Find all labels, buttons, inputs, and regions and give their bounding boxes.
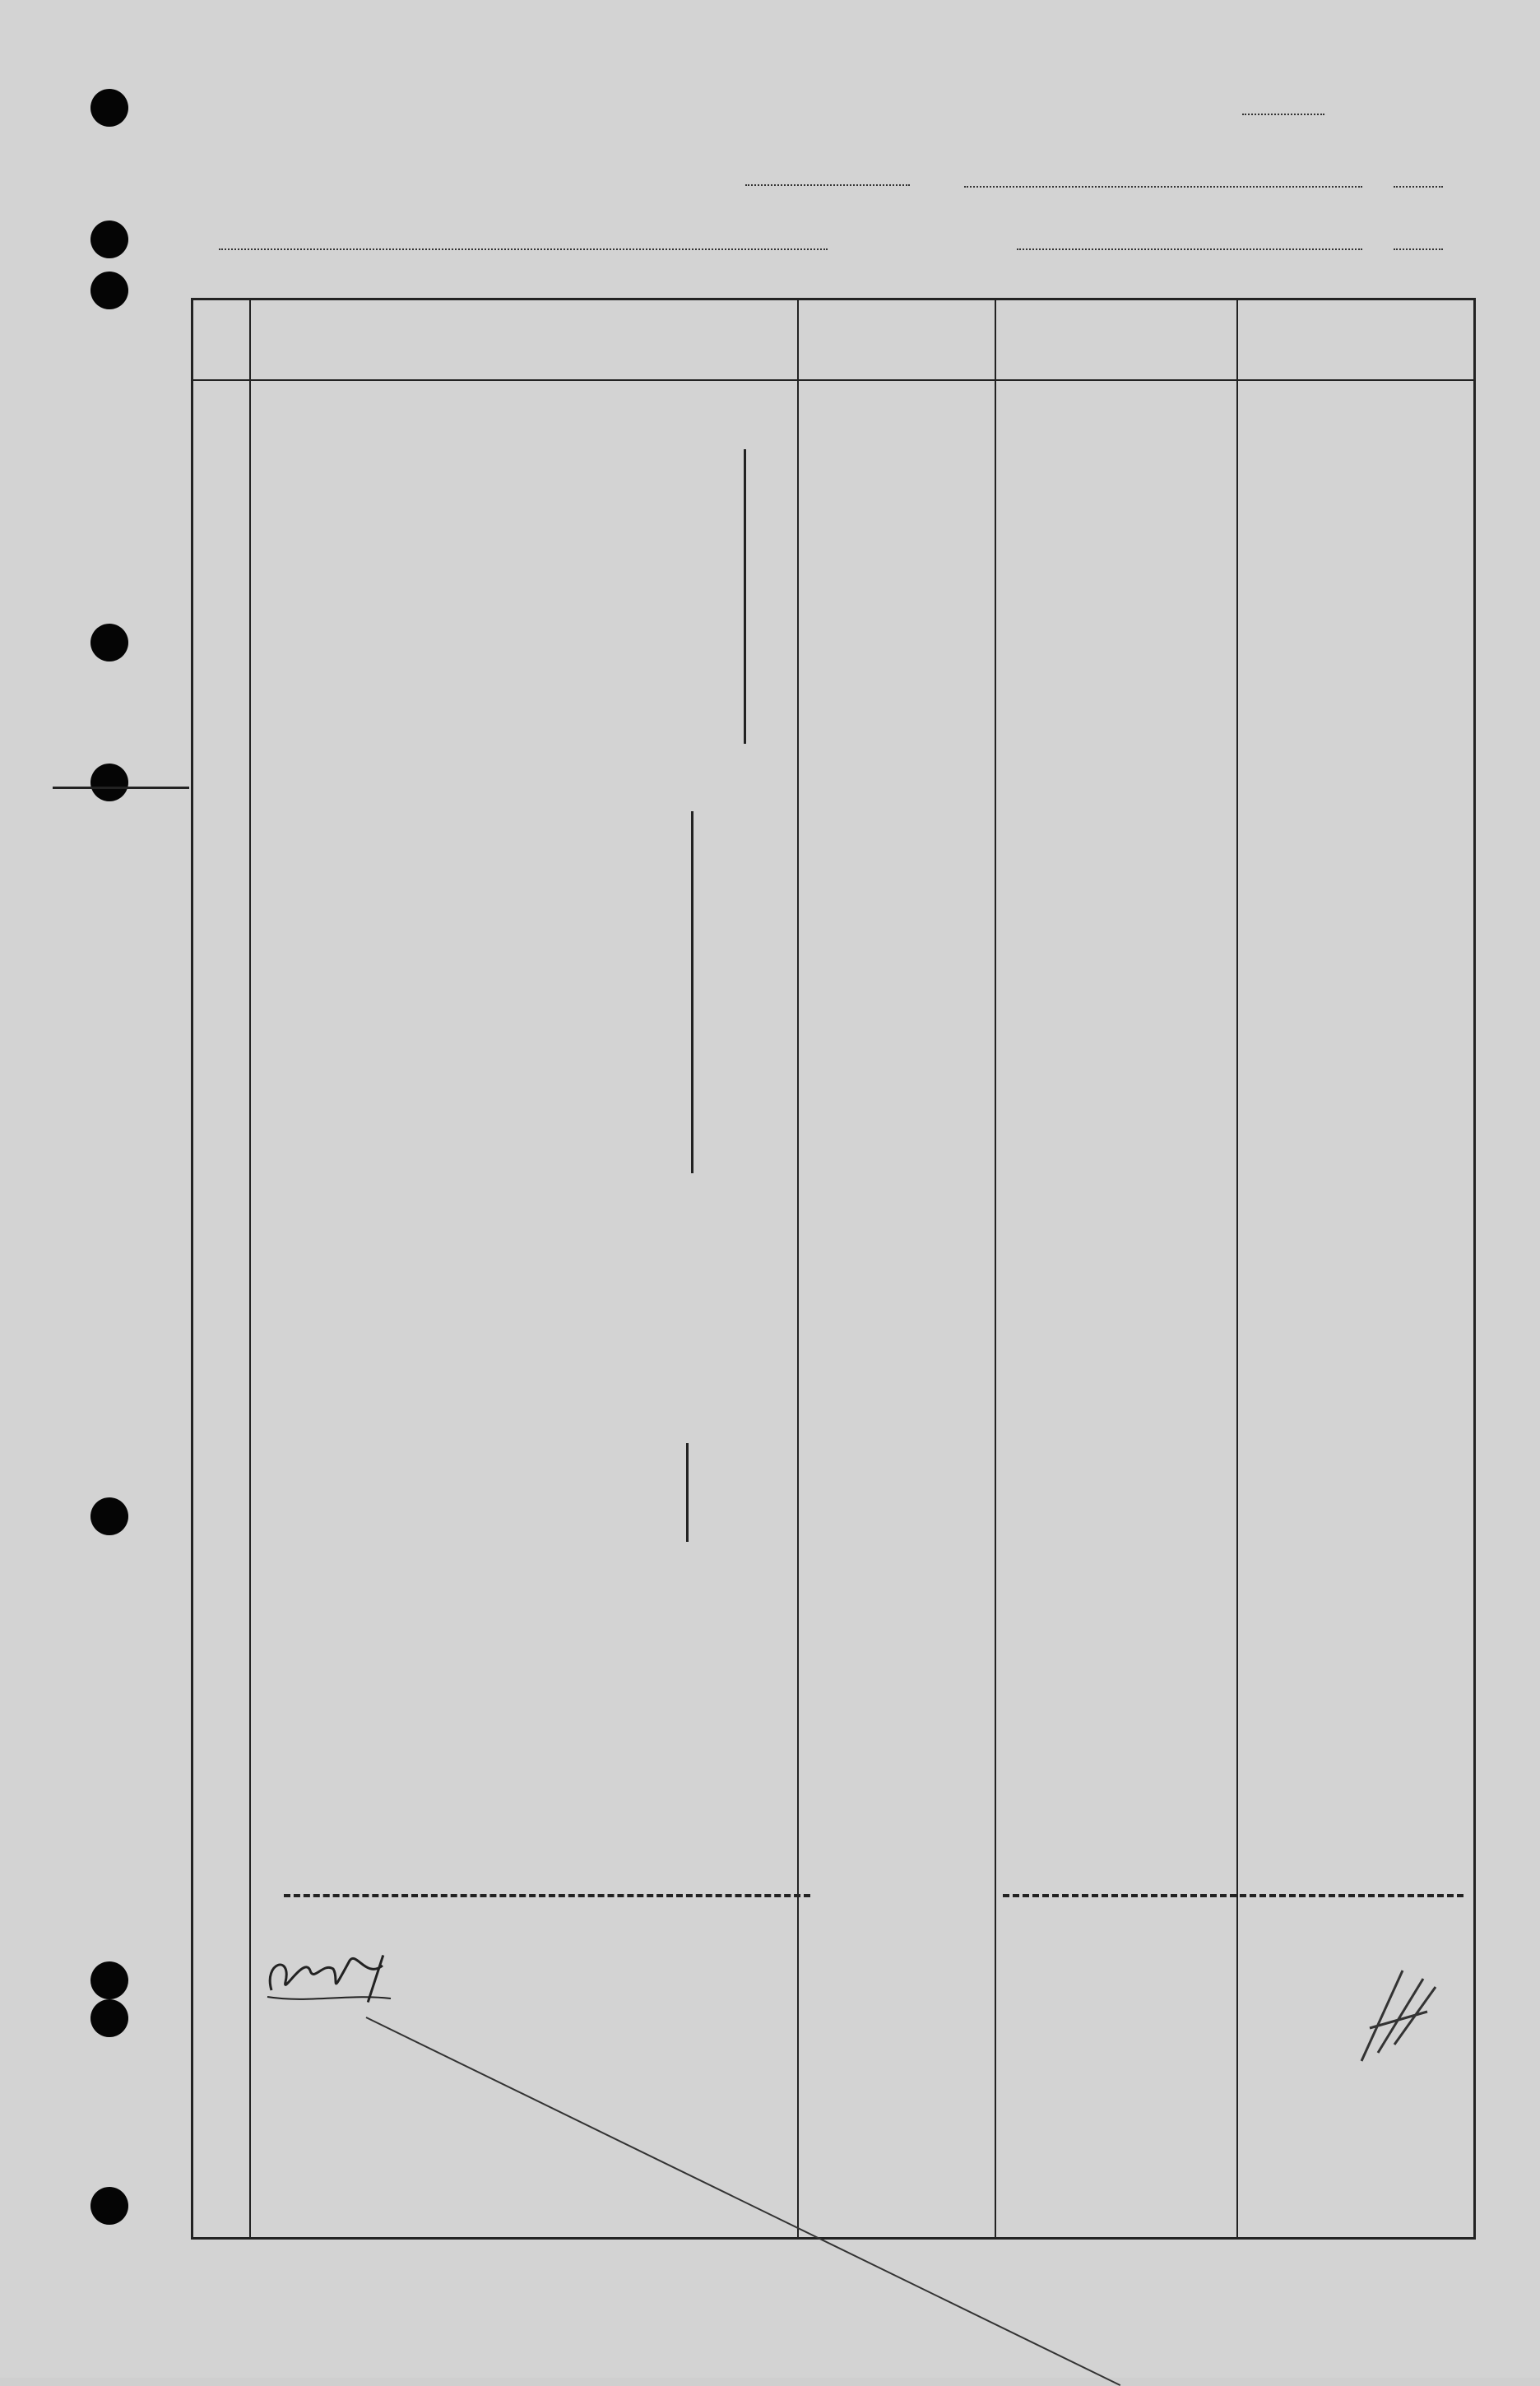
binder-hole (90, 220, 128, 258)
binder-hole (90, 1497, 128, 1535)
binder-hole (90, 2187, 128, 2225)
binder-hole (90, 1961, 128, 1999)
class-fill-line (745, 184, 910, 186)
year-fill-line-1 (1394, 186, 1443, 188)
signature-scribble (259, 1946, 399, 2005)
stamp-scribble (1353, 1954, 1452, 2073)
col-divider (249, 300, 251, 2237)
header-divider (193, 379, 1473, 381)
col-divider (995, 300, 996, 2237)
from-fill-line (964, 186, 1362, 188)
margin-note-underline (53, 787, 189, 789)
closing-dashes-right (1003, 1894, 1463, 1897)
passenger-table (191, 298, 1476, 2240)
family-bracket (744, 449, 746, 744)
col-divider (797, 300, 799, 2237)
binder-hole (90, 624, 128, 661)
binder-hole (90, 764, 128, 801)
vessel-fill-line (219, 248, 828, 250)
closing-dashes-left (284, 1894, 810, 1897)
signature-stroke (366, 2017, 1121, 2386)
binder-hole (90, 89, 128, 127)
manifest-no-fill-line (1242, 114, 1324, 115)
family-bracket (691, 811, 693, 1173)
binder-hole (90, 272, 128, 309)
binder-hole (90, 1999, 128, 2037)
stamp-scribble-svg (1353, 1954, 1452, 2069)
year-fill-line-2 (1394, 248, 1443, 250)
inspector-signature (259, 1946, 399, 2008)
family-bracket (686, 1443, 689, 1542)
arriving-fill-line (1017, 248, 1362, 250)
col-divider (1236, 300, 1238, 2237)
